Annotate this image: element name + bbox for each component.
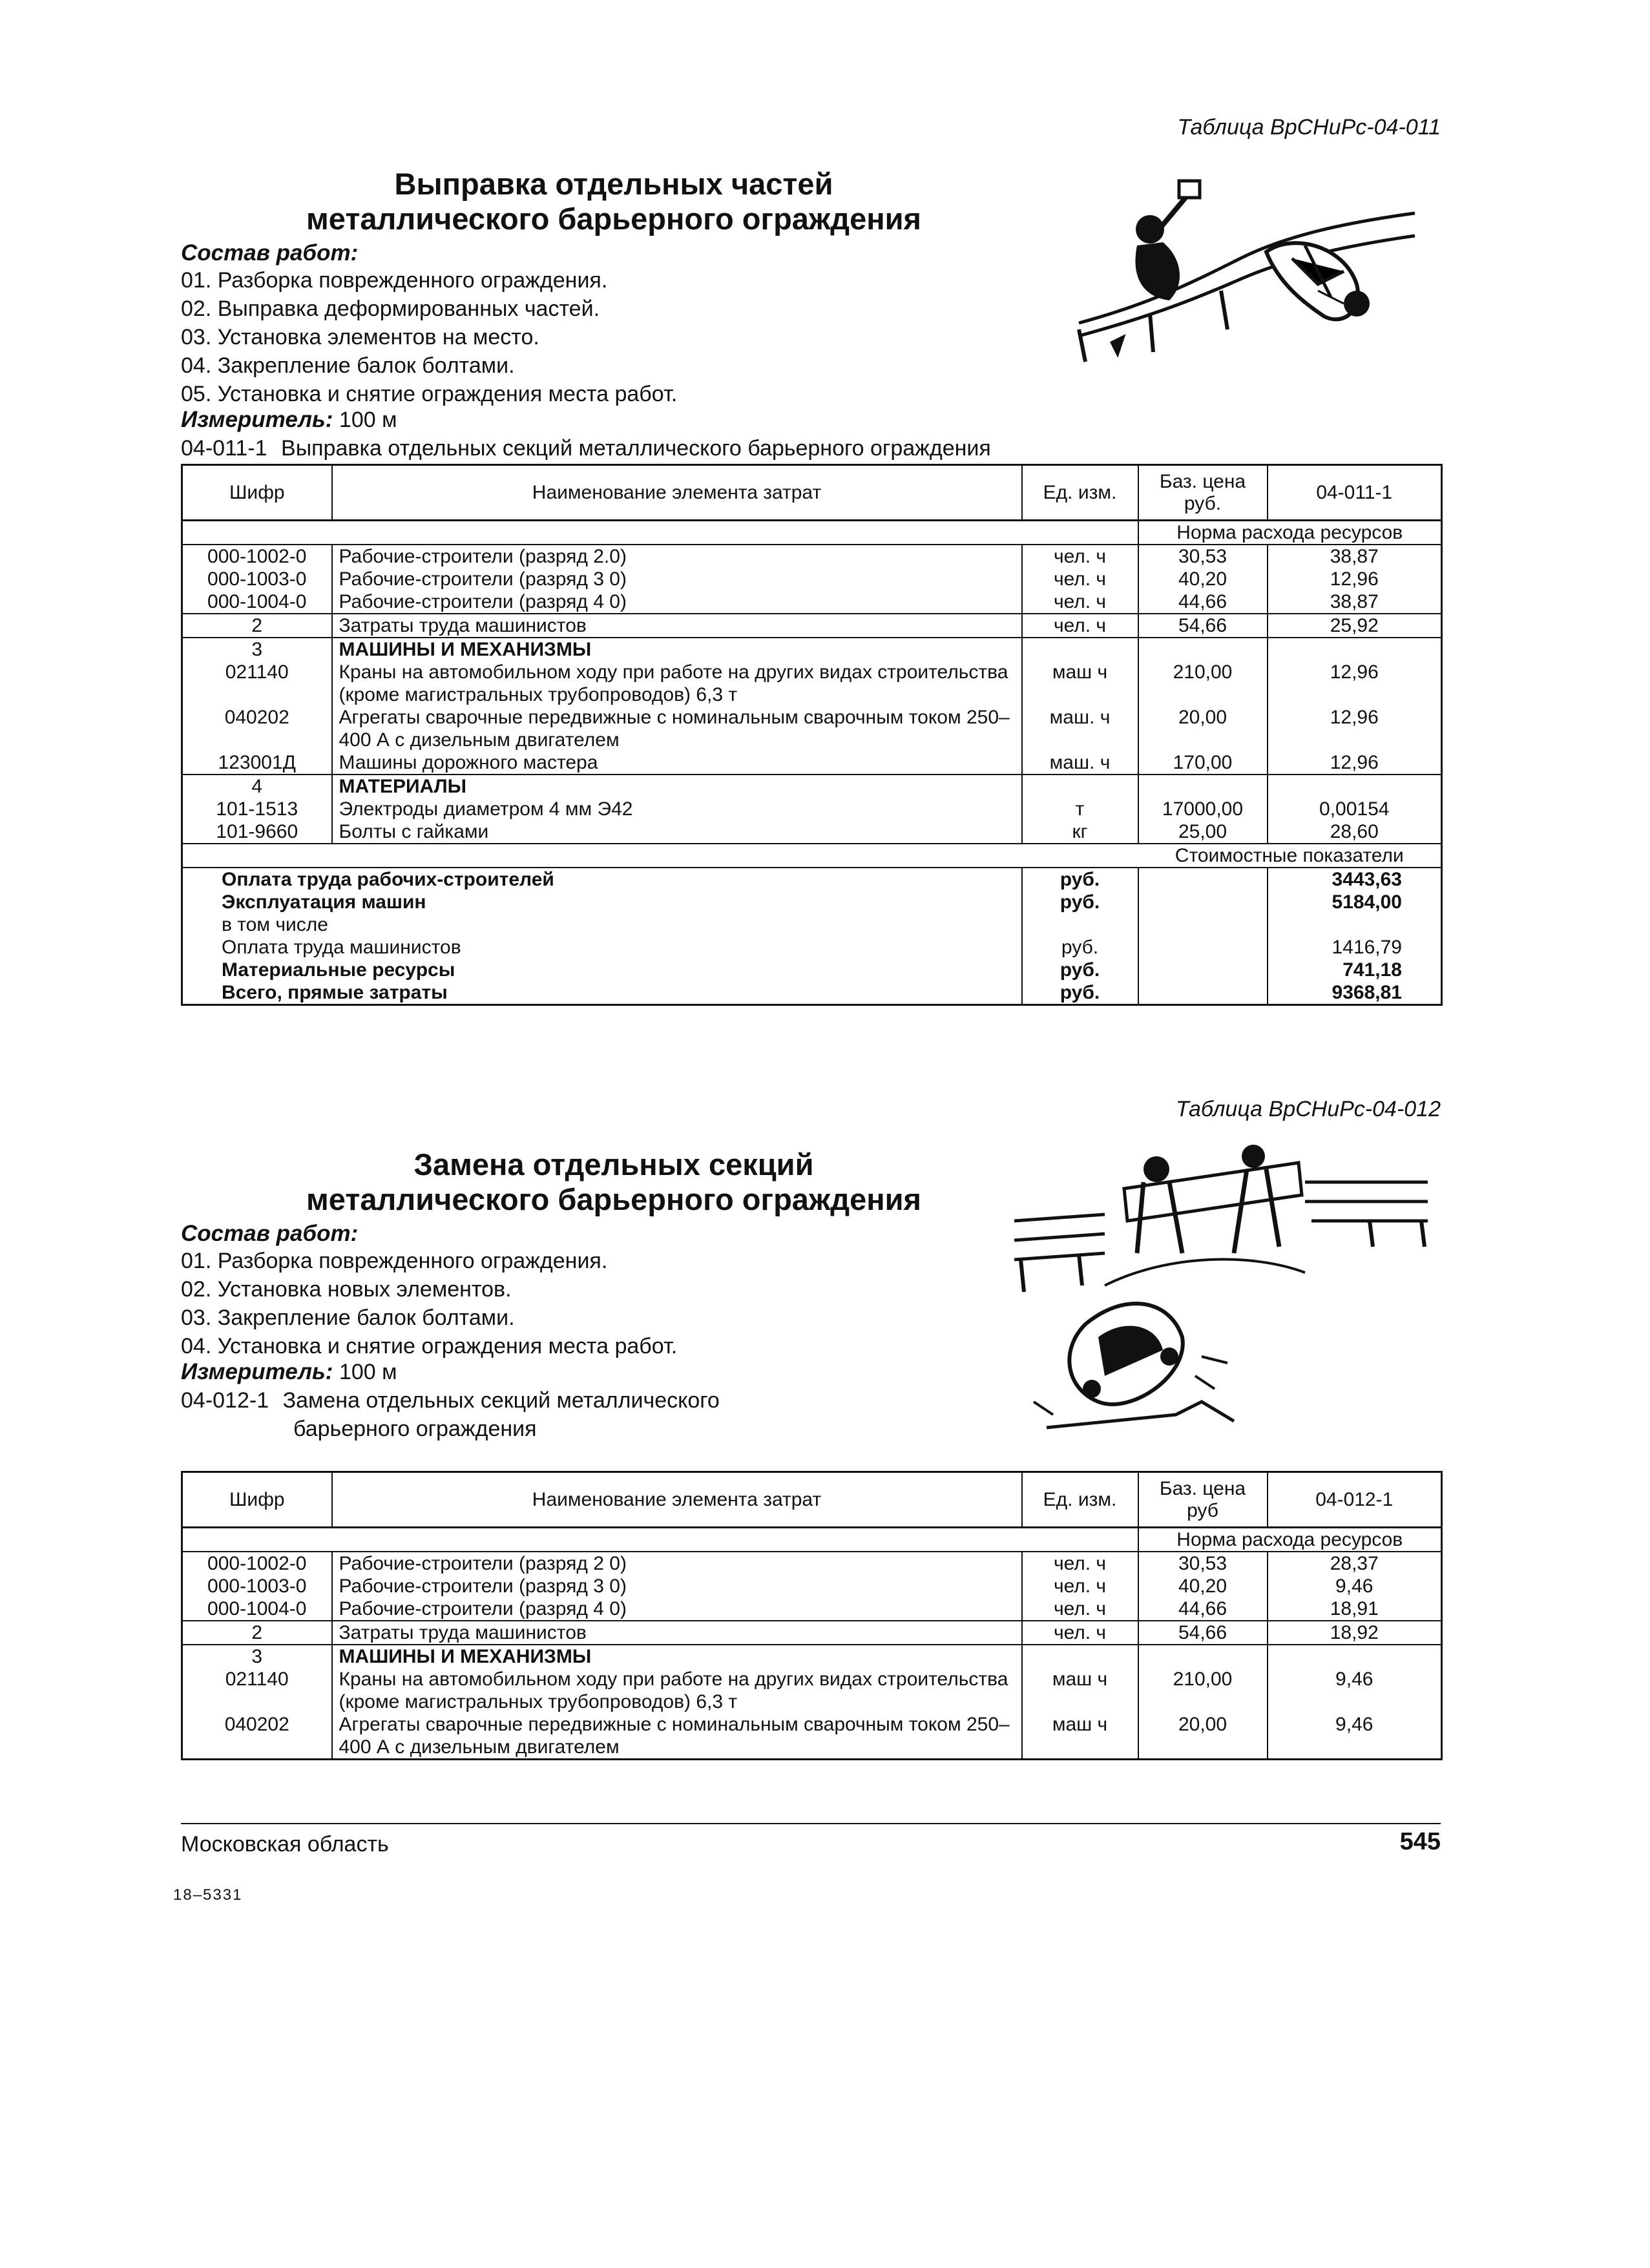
summary-row: в том числе: [182, 913, 1442, 936]
work-item: 02. Установка новых элементов.: [181, 1277, 512, 1302]
item-line-2: [181, 1386, 720, 1415]
header-code: Шифр: [182, 465, 332, 521]
illustration-replacement: [1008, 1143, 1434, 1447]
summary-row: Оплата труда рабочих-строителей руб. 3443,63: [182, 868, 1442, 891]
table-row: 040202 Агрегаты сварочные передвижные с номинальным сварочным током 250–400 А с дизельным двигателем маш. ч 20,00 12,96: [182, 706, 1442, 751]
workers-fixing-barrier-illustration: [1072, 174, 1421, 388]
measure-value: 100 м: [339, 1360, 397, 1384]
norm-label-2: Норма расхода ресурсов: [1138, 1528, 1442, 1552]
item-name: Выправка отдельных секций металлического барьерного ограждения: [281, 436, 991, 461]
table-row: 000-1002-0 Рабочие-строители (разряд 2 0) чел. ч 30,53 28,37: [182, 1552, 1442, 1575]
section-title-1: [181, 167, 1047, 236]
work-item: 04. Закрепление балок болтами.: [181, 353, 515, 378]
header-column: 04-011-1: [1268, 465, 1442, 521]
item-name: Замена отдельных секций металлического: [282, 1388, 720, 1413]
resource-table-1: [181, 464, 1443, 1006]
header-unit: Ед. изм.: [1022, 465, 1138, 521]
measure-2: [181, 1358, 397, 1386]
table-row: 040202 Агрегаты сварочные передвижные с номинальным сварочным током 250–400 А с дизельным двигателем маш ч 20,00 9,46: [182, 1713, 1442, 1760]
header-column: 04-012-1: [1268, 1472, 1442, 1528]
measure-value: 100 м: [339, 408, 397, 432]
table-caption-1: Таблица ВрСНиРс-04-011: [1177, 115, 1441, 140]
page-number: 545: [1399, 1828, 1441, 1855]
measure-1: [181, 406, 397, 434]
table-row: 123001Д Машины дорожного мастера маш. ч 170,00 12,96: [182, 751, 1442, 775]
section-title-1-line1: Выправка отдельных частей: [394, 167, 833, 201]
table-row: 101-1513 Электроды диаметром 4 мм Э42 т 17000,00 0,00154: [182, 798, 1442, 820]
section-title-2: [181, 1147, 1047, 1217]
item-code: 04-011-1: [181, 436, 267, 461]
work-label-2: Состав работ:: [181, 1221, 359, 1246]
table-row: 3 МАШИНЫ И МЕХАНИЗМЫ: [182, 638, 1442, 661]
table-row: 000-1004-0 Рабочие-строители (разряд 4 0) чел. ч 44,66 18,91: [182, 1597, 1442, 1621]
table-row: 000-1003-0 Рабочие-строители (разряд 3 0) чел. ч 40,20 12,96: [182, 568, 1442, 590]
header-name: Наименование элемента затрат: [332, 465, 1022, 521]
car-crash-barrier-illustration: [1008, 1143, 1434, 1447]
work-item: 03. Установка элементов на место.: [181, 325, 539, 349]
table-row: 2 Затраты труда машинистов чел. ч 54,66 18,92: [182, 1621, 1442, 1645]
table-row: 000-1002-0 Рабочие-строители (разряд 2.0) чел. ч 30,53 38,87: [182, 545, 1442, 568]
footer-rule: [181, 1823, 1441, 1824]
work-item: 01. Разборка поврежденного ограждения.: [181, 1249, 608, 1273]
summary-row: Материальные ресурсы руб. 741,18: [182, 959, 1442, 981]
table-row: 3 МАШИНЫ И МЕХАНИЗМЫ: [182, 1645, 1442, 1668]
footer-region: Московская область: [181, 1832, 389, 1857]
table-row: 2 Затраты труда машинистов чел. ч 54,66 25,92: [182, 614, 1442, 638]
header-unit: Ед. изм.: [1022, 1472, 1138, 1528]
work-item: 03. Закрепление балок болтами.: [181, 1306, 515, 1330]
work-item: 02. Выправка деформированных частей.: [181, 297, 600, 321]
header-code: Шифр: [182, 1472, 332, 1528]
item-code: 04-012-1: [181, 1388, 269, 1413]
table-row: 000-1004-0 Рабочие-строители (разряд 4 0) чел. ч 44,66 38,87: [182, 590, 1442, 614]
illustration-straightening: [1072, 174, 1421, 388]
summary-row: Оплата труда машинистов руб. 1416,79: [182, 936, 1442, 959]
works-list-1: [181, 266, 677, 408]
table-row: 021140 Краны на автомобильном ходу при работе на других видах строительства (кроме магистральных трубопроводов) 6,3 т маш ч 210,00 9,46: [182, 1668, 1442, 1713]
measure-label: Измеритель:: [181, 407, 333, 432]
table-caption-2: Таблица ВрСНиРс-04-012: [1175, 1097, 1441, 1121]
table-row: 4 МАТЕРИАЛЫ: [182, 775, 1442, 798]
section-title-1-line2: металлического барьерного ограждения: [306, 202, 921, 236]
resource-table-2: [181, 1471, 1443, 1760]
header-price: Баз. цена руб: [1138, 1472, 1268, 1528]
work-item: 04. Установка и снятие ограждения места работ.: [181, 1334, 678, 1358]
print-code: 18–5331: [173, 1886, 243, 1904]
item-line-1: [181, 434, 991, 463]
summary-row: Эксплуатация машин руб. 5184,00: [182, 891, 1442, 913]
summary-row: Всего, прямые затраты руб. 9368,81: [182, 981, 1442, 1005]
table-row: 021140 Краны на автомобильном ходу при работе на других видах строительства (кроме магистральных трубопроводов) 6,3 т маш ч 210,00 12,96: [182, 661, 1442, 706]
item-name-cont: барьерного ограждения: [293, 1417, 537, 1441]
work-item: 01. Разборка поврежденного ограждения.: [181, 268, 608, 293]
work-label-1: Состав работ:: [181, 240, 359, 265]
section-title-2-line2: металлического барьерного ограждения: [306, 1182, 921, 1216]
section-title-2-line1: Замена отдельных секций: [413, 1147, 814, 1181]
table-row: 000-1003-0 Рабочие-строители (разряд 3 0) чел. ч 40,20 9,46: [182, 1575, 1442, 1597]
header-name: Наименование элемента затрат: [332, 1472, 1022, 1528]
table-row: 101-9660 Болты с гайками кг 25,00 28,60: [182, 820, 1442, 844]
works-list-2: [181, 1247, 677, 1360]
header-price: Баз. цена руб.: [1138, 465, 1268, 521]
work-item: 05. Установка и снятие ограждения места работ.: [181, 382, 678, 406]
measure-label: Измеритель:: [181, 1359, 333, 1384]
cost-label-1: Стоимостные показатели: [1138, 844, 1442, 868]
norm-label-1: Норма расхода ресурсов: [1138, 521, 1442, 545]
